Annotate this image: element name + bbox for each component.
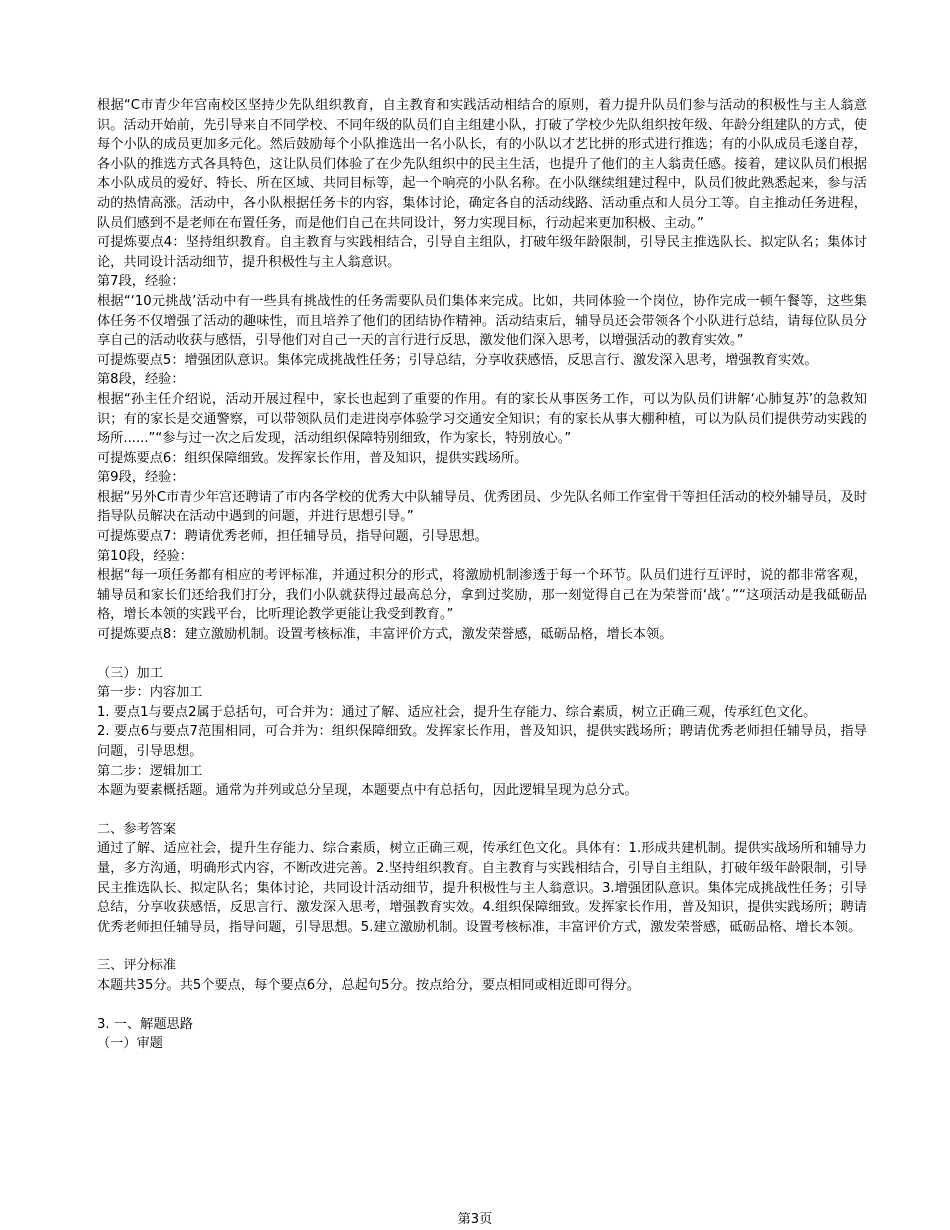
document-body bbox=[97, 96, 867, 1054]
paragraph: 本题为要素概括题。通常为并列或总分呈现，本题要点中有总括句，因此逻辑呈现为总分式。 bbox=[97, 783, 638, 799]
paragraph: 根据“每一项任务都有相应的考评标准，并通过积分的形式，将激励机制渗透于每一个环节。队员们进行互评时，说的都非常客观，辅导员和家长们还给我们打分，我们小队就获得过最高总分，拿到过奖励，那一刻觉得自己在为荣誉而‘战’。”“这项活动是我砥砺品格，增长本领的实践平台，比听理论教学更能让我受到教育。” bbox=[97, 568, 867, 623]
page-number: 第3页 bbox=[457, 1212, 493, 1227]
paragraph: 可提炼要点8：建立激励机制。设置考核标准，丰富评价方式，激发荣誉感，砥砺品格，增长本领。 bbox=[97, 627, 673, 643]
paragraph: 第一步：内容加工 bbox=[97, 685, 203, 701]
paragraph: 可提炼要点6：组织保障细致。发挥家长作用，普及知识，提供实践场所。 bbox=[97, 450, 528, 466]
paragraph: 第二步：逻辑加工 bbox=[97, 763, 203, 779]
paragraph: 第10段，经验： bbox=[97, 548, 193, 564]
paragraph: 可提炼要点5：增强团队意识。集体完成挑战性任务；引导总结，分享收获感悟，反思言行、激发深入思考，增强教育实效。 bbox=[97, 352, 818, 368]
blank-line bbox=[97, 801, 867, 820]
paragraph: 1. 要点1与要点2属于总括句，可合并为：通过了解、适应社会，提升生存能力、综合素质，树立正确三观，传承红色文化。 bbox=[97, 704, 817, 720]
paragraph: 第9段，经验： bbox=[97, 470, 185, 486]
paragraph: 可提炼要点4：坚持组织教育。自主教育与实践相结合，引导自主组队，打破年级年龄限制，引导民主推选队长、拟定队名；集体讨论，共同设计活动细节，提升积极性与主人翁意识。 bbox=[97, 235, 867, 270]
section-heading: （三）加工 bbox=[97, 665, 163, 681]
paragraph: 根据“C市青少年宫南校区坚持少先队组织教育，自主教育和实践活动相结合的原则，着力提升队员们参与活动的积极性与主人翁意识。活动开始前，先引导来自不同学校、不同年级的队员们自主组建小队，打破了学校少先队组织按年级、年龄分组建队的方式，使每个小队的成员更加多元化。然后鼓励每个小队推选出一名小队长，有的小队以才艺比拼的形式进行推选；有的小队成员毛遂自荐，各小队的推选方式各具特色，这让队员们体验了在少先队组织中的民主生活，也提升了他们的主人翁责任感。接着，建议队员们根据本小队成员的爱好、特长、所在区域、共同目标等，起一个响亮的小队名称。在小队继续组建过程中，队员们彼此熟悉起来，参与活动的热情高涨。活动中，各小队根据任务卡的内容，集体讨论，确定各自的活动线路、活动重点和人员分工等。自主推动任务进程，队员们感到不是老师在布置任务，而是他们自己在共同设计，努力实现目标，行动起来更加积极、主动。” bbox=[97, 98, 867, 231]
section-heading: 二、参考答案 bbox=[97, 821, 177, 837]
section-heading: （一）审题 bbox=[97, 1036, 163, 1052]
section-heading: 3. 一、解题思路 bbox=[97, 1016, 193, 1032]
paragraph: 2. 要点6与要点7范围相同，可合并为：组织保障细致。发挥家长作用，普及知识，提供实践场所；聘请优秀老师担任辅导员，指导问题，引导思想。 bbox=[97, 724, 867, 759]
blank-line bbox=[97, 996, 867, 1015]
blank-line bbox=[97, 937, 867, 956]
paragraph: 根据“孙主任介绍说，活动开展过程中，家长也起到了重要的作用。有的家长从事医务工作，可以为队员们讲解‘心肺复苏’的急救知识；有的家长是交通警察，可以带领队员们走进岗亭体验学习交通安全知识；有的家长从事大棚种植，可以为队员们提供劳动实践的场所......”“参与过一次之后发现，活动组织保障特别细致，作为家长，特别放心。” bbox=[97, 391, 867, 447]
paragraph: 根据“‘10元挑战’活动中有一些具有挑战性的任务需要队员们集体来完成。比如，共同体验一个岗位，协作完成一顿午餐等，这些集体任务不仅增强了活动的趣味性，而且培养了他们的团结协作精神。活动结束后，辅导员还会带领各个小队进行总结，请每位队员分享自己的活动收获与感悟，引导他们对自己一天的言行进行反思，激发他们深入思考，以增强活动的教育实效。” bbox=[97, 293, 867, 349]
paragraph: 本题共35分。共5个要点，每个要点6分，总起句5分。按点给分，要点相同或相近即可得分。 bbox=[97, 977, 641, 993]
paragraph: 第8段，经验： bbox=[97, 372, 185, 388]
paragraph: 第7段，经验： bbox=[97, 274, 185, 290]
paragraph: 通过了解、适应社会，提升生存能力、综合素质，树立正确三观，传承红色文化。具体有：1.形成共建机制。提供实战场所和辅导力量，多方沟通，明确形式内容，不断改进完善。2.坚持组织教育。自主教育与实践相结合，引导自主组队，打破年级年龄限制，引导民主推选队长、拟定队名；集体讨论，共同设计活动细节，提升积极性与主人翁意识。3.增强团队意识。集体完成挑战性任务；引导总结，分享收获感悟，反思言行、激发深入思考，增强教育实效。4.组织保障细致。发挥家长作用，普及知识，提供实践场所；聘请优秀老师担任辅导员，指导问题，引导思想。5.建立激励机制。设置考核标准，丰富评价方式，激发荣誉感，砥砺品格、增长本领。 bbox=[97, 841, 867, 935]
paragraph: 根据“另外C市青少年宫还聘请了市内各学校的优秀大中队辅导员、优秀团员、少先队名师工作室骨干等担任活动的校外辅导员，及时指导队员解决在活动中遇到的问题，并进行思想引导。” bbox=[97, 489, 867, 525]
blank-line bbox=[97, 645, 867, 664]
section-heading: 三、评分标准 bbox=[97, 958, 177, 974]
paragraph: 可提炼要点7：聘请优秀老师，担任辅导员，指导问题，引导思想。 bbox=[97, 529, 488, 545]
